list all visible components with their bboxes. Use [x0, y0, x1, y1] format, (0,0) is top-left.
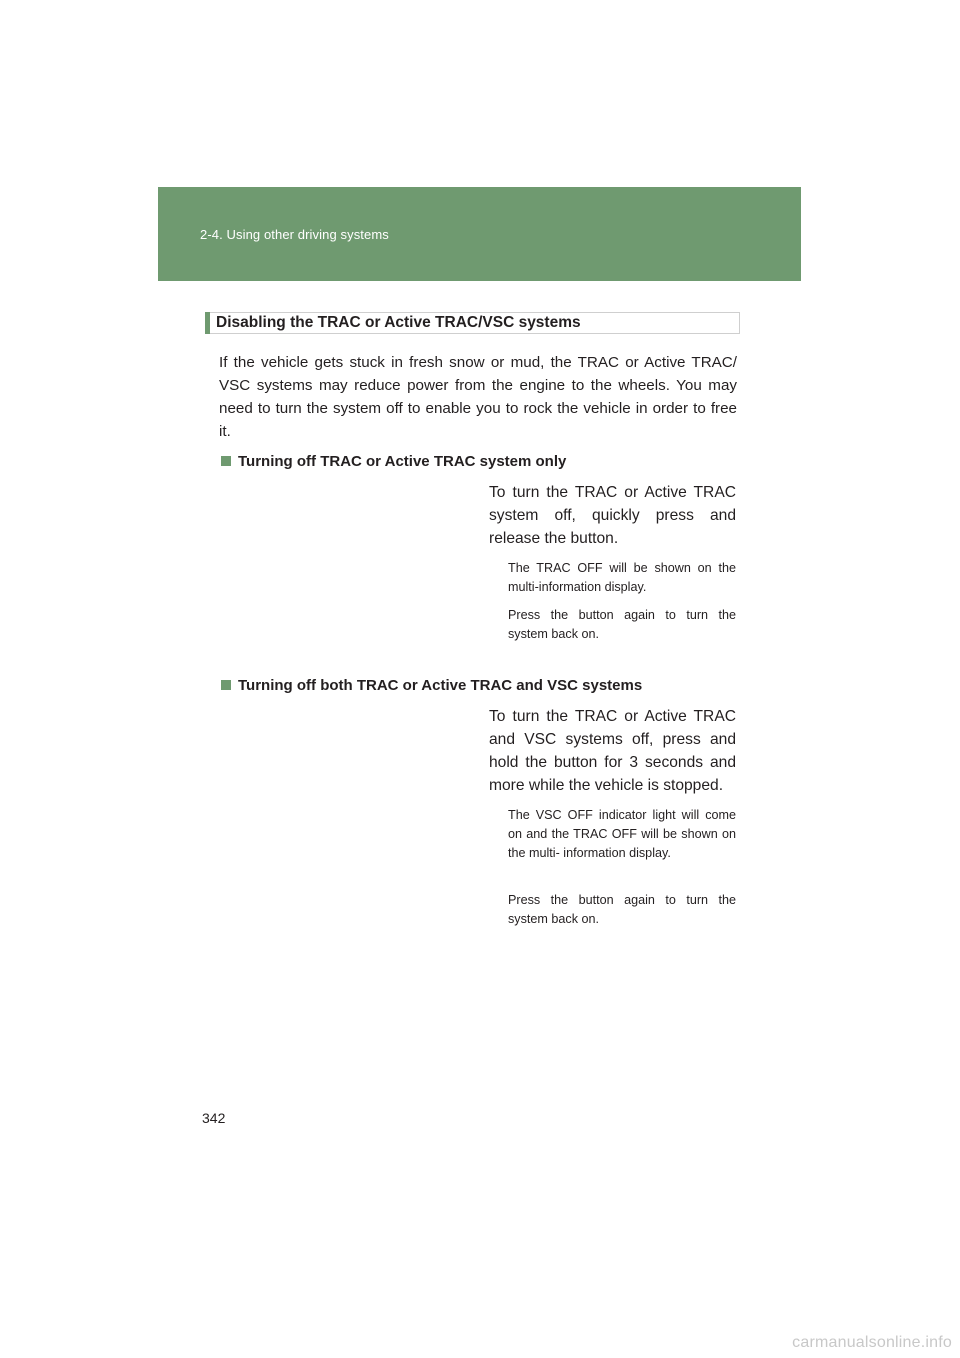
- section-heading-bar: [205, 312, 210, 334]
- instruction-trac-only: To turn the TRAC or Active TRAC system off, quickly press and release the button.: [489, 484, 736, 547]
- note-trac-off-display: The TRAC OFF will be shown on the multi-information display.: [508, 561, 736, 594]
- instruction-trac-and-vsc: To turn the TRAC or Active TRAC and VSC systems off, press and hold the button for 3 seconds and more while the vehicle is stopped.: [489, 708, 736, 794]
- square-bullet-icon: [221, 680, 231, 690]
- section-heading-text: Disabling the TRAC or Active TRAC/VSC systems: [216, 314, 581, 331]
- intro-paragraph: If the vehicle gets stuck in fresh snow or mud, the TRAC or Active TRAC/ VSC systems may reduce power from the engine to the wheels. You may need to turn the system off to enable you to rock the vehicle in order to free it.: [219, 354, 737, 440]
- note-turn-back-on-2: Press the button again to turn the system back on.: [508, 893, 736, 926]
- subheading-trac-and-vsc-text: Turning off both TRAC or Active TRAC and VSC systems: [238, 677, 643, 694]
- page-number: 342: [202, 1110, 226, 1126]
- section-heading: [205, 312, 740, 334]
- note-vsc-off-indicator: The VSC OFF indicator light will come on and the TRAC OFF will be shown on the multi- information display.: [508, 808, 736, 860]
- watermark: carmanualsonline.info: [792, 1334, 952, 1351]
- subheading-trac-only: [221, 453, 566, 470]
- subheading-trac-and-vsc: [221, 677, 642, 694]
- square-bullet-icon: [221, 456, 231, 466]
- subheading-trac-only-text: Turning off TRAC or Active TRAC system only: [238, 453, 567, 470]
- note-turn-back-on: Press the button again to turn the system back on.: [508, 608, 736, 641]
- header-band: [158, 187, 801, 281]
- breadcrumb: 2-4. Using other driving systems: [200, 227, 389, 242]
